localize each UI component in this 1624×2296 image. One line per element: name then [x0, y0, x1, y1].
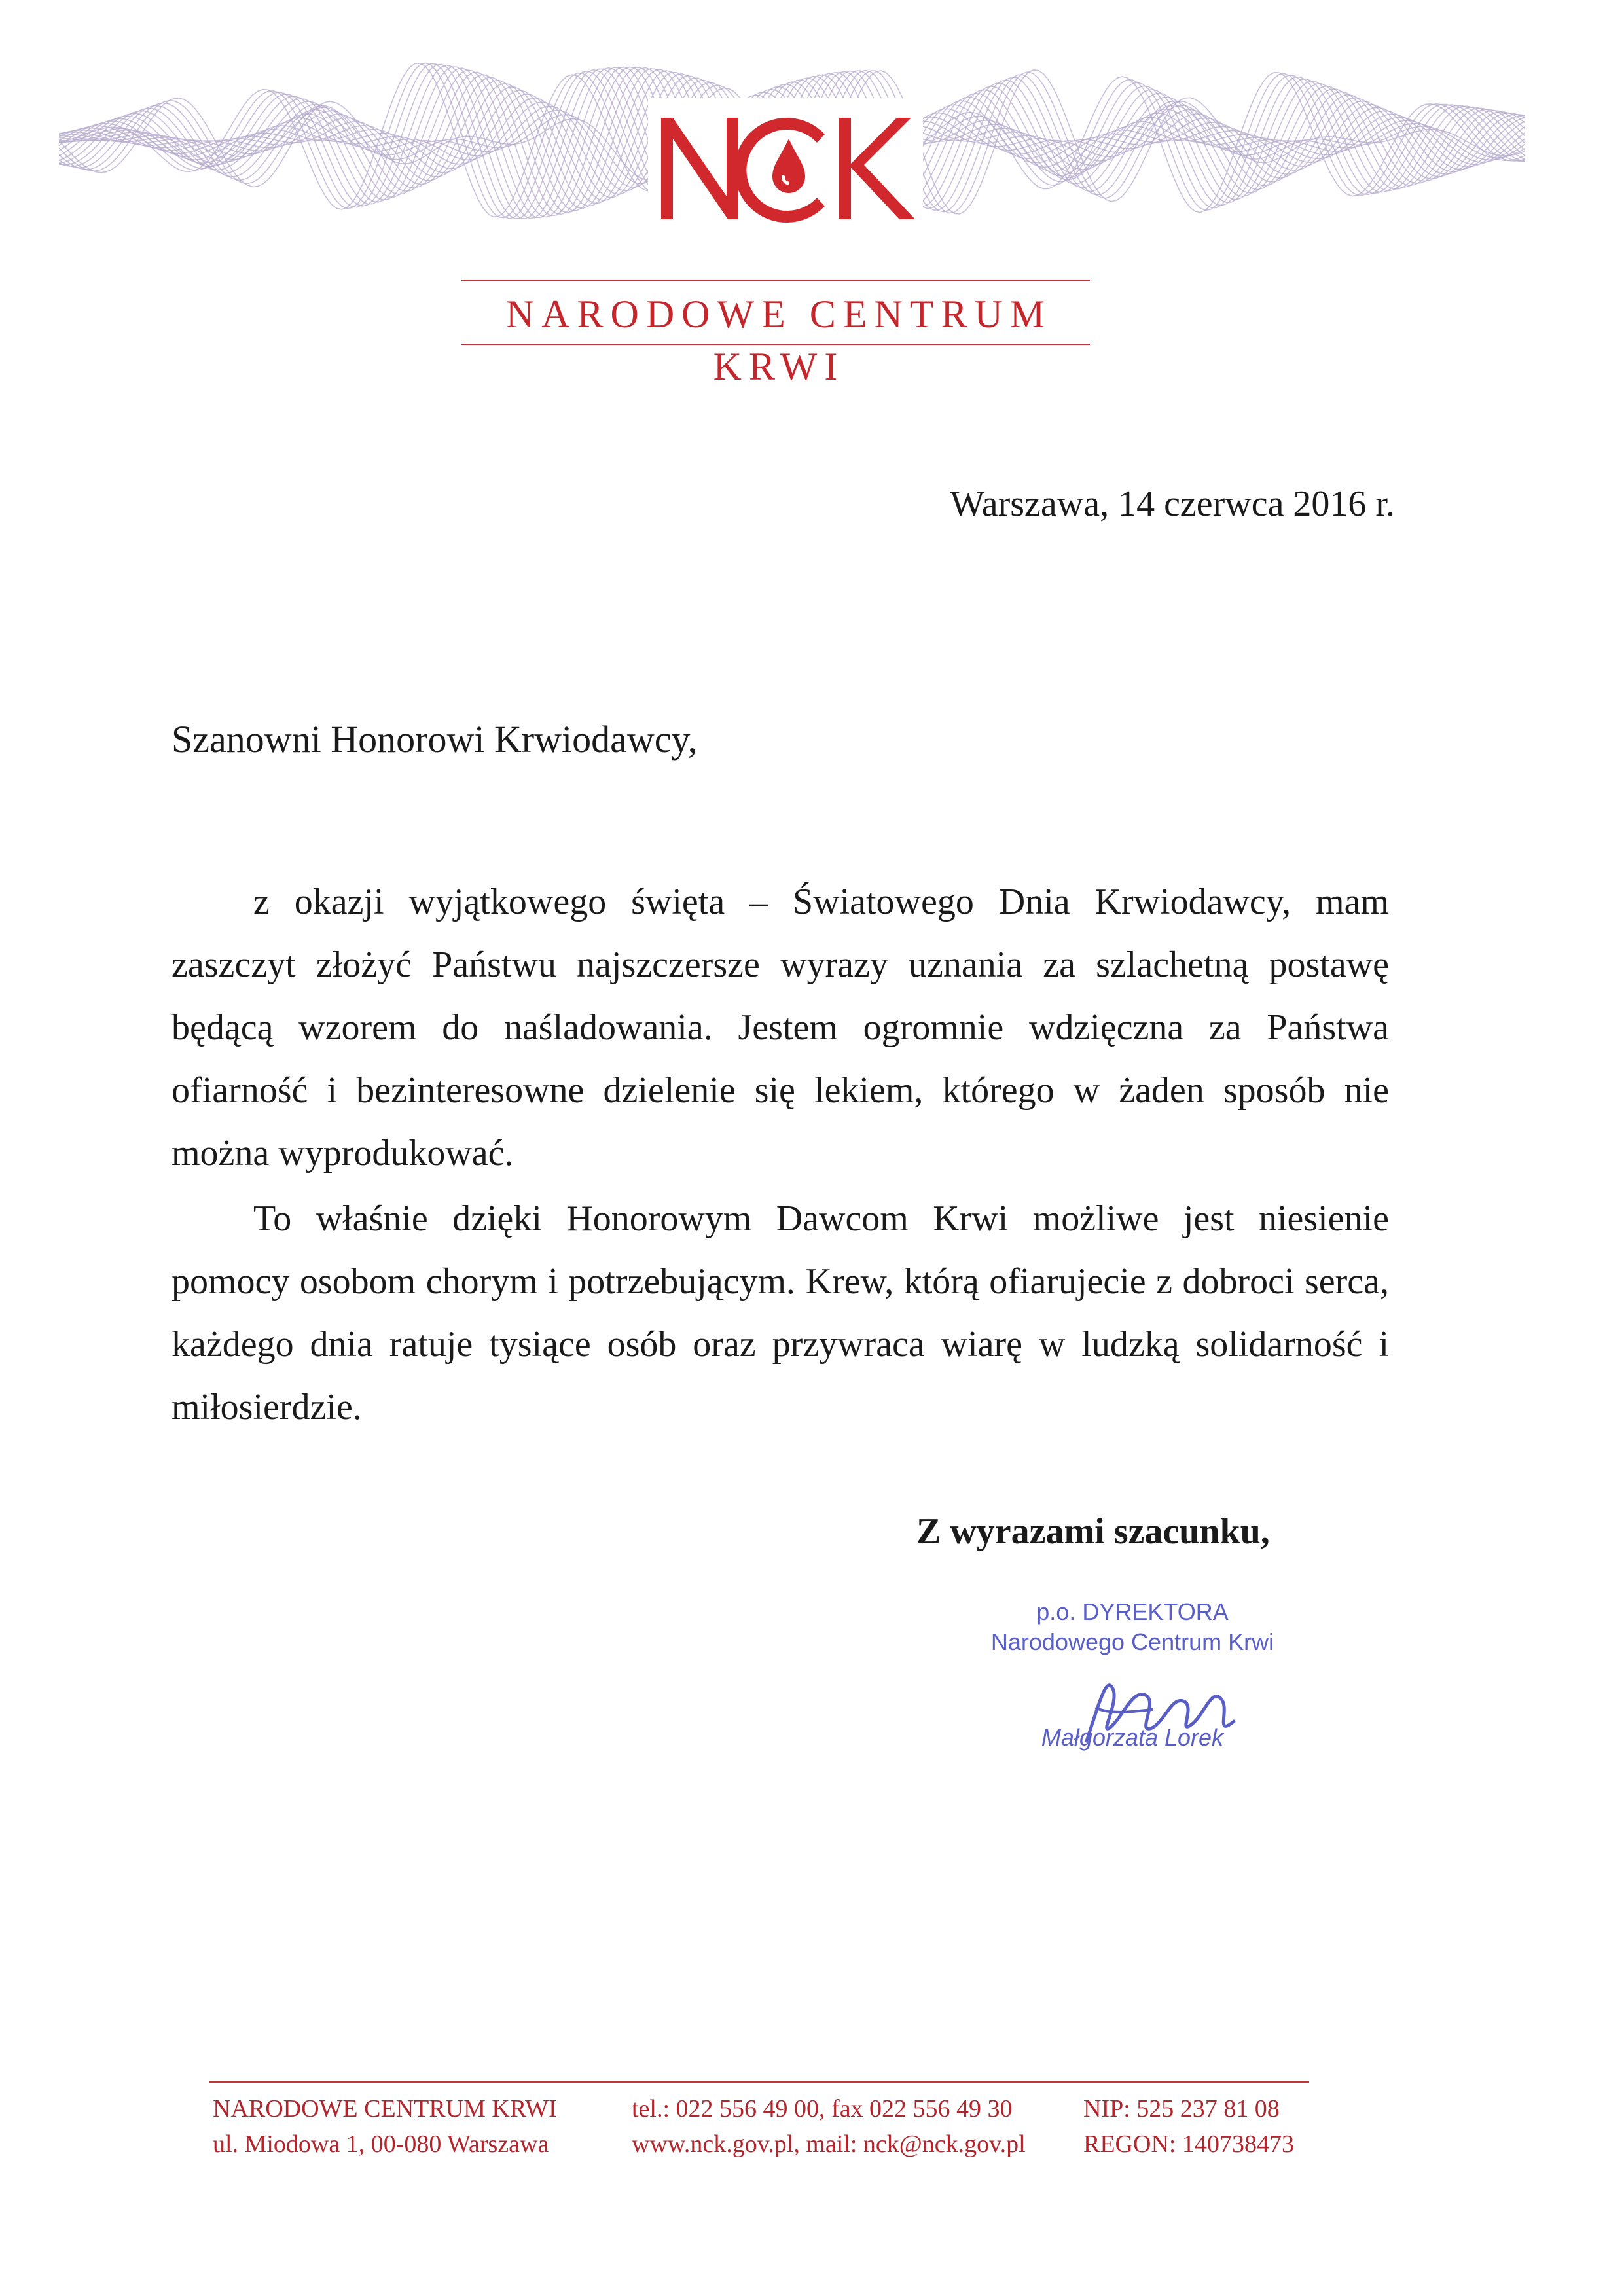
handwritten-signature	[1074, 1662, 1250, 1761]
paragraph: z okazji wyjątkowego święta – Światowego Dnia Krwiodawcy, mam zaszczyt złożyć Państwu najszczersze wyrazy uznania za szlachetną postawę będącą wzorem do naśladowania. Jestem ogromnie wdzięczna za Państwa ofiarność i bezinteresowne dzielenie się lekiem, którego w żaden sposób nie można wyprodukować.	[171, 882, 1389, 1174]
stamp-name: Małgorzata Lorek	[1041, 1724, 1224, 1751]
header-rule-top	[461, 280, 1090, 281]
footer-org: NARODOWE CENTRUM KRWI	[213, 2095, 557, 2123]
org-name: NARODOWE CENTRUM KRWI	[505, 293, 1053, 388]
nck-logo-mark	[648, 98, 923, 229]
salutation: Szanowni Honorowi Krwiodawcy,	[171, 718, 698, 761]
footer-regon: REGON: 140738473	[1083, 2130, 1294, 2158]
footer-nip: NIP: 525 237 81 08	[1083, 2095, 1280, 2123]
closing: Z wyrazami szacunku,	[916, 1511, 1270, 1552]
footer-address	[213, 2091, 557, 2162]
nck-logo	[648, 98, 923, 229]
date-line: Warszawa, 14 czerwca 2016 r.	[950, 484, 1395, 524]
footer-registry	[1083, 2091, 1294, 2162]
footer-web: www.nck.gov.pl, mail: nck@nck.gov.pl	[632, 2130, 1026, 2158]
stamp-title: p.o. DYREKTORA	[1036, 1598, 1229, 1625]
header-rule-bottom	[461, 344, 1090, 345]
footer-street: ul. Miodowa 1, 00-080 Warszawa	[213, 2130, 549, 2158]
footer-phone: tel.: 022 556 49 00, fax 022 556 49 30	[632, 2095, 1013, 2123]
letter-body	[171, 870, 1389, 1441]
footer-rule	[209, 2081, 1309, 2083]
footer-contact	[632, 2091, 1026, 2162]
stamp-institution: Narodowego Centrum Krwi	[990, 1628, 1274, 1655]
paragraph: To właśnie dzięki Honorowym Dawcom Krwi możliwe jest niesienie pomocy osobom chorym i potrzebującym. Krew, którą ofiarujecie z dobroci serca, każdego dnia ratuje tysiące osób oraz przywraca wiarę w ludzką solidarność i miłosierdzie.	[171, 1198, 1389, 1427]
